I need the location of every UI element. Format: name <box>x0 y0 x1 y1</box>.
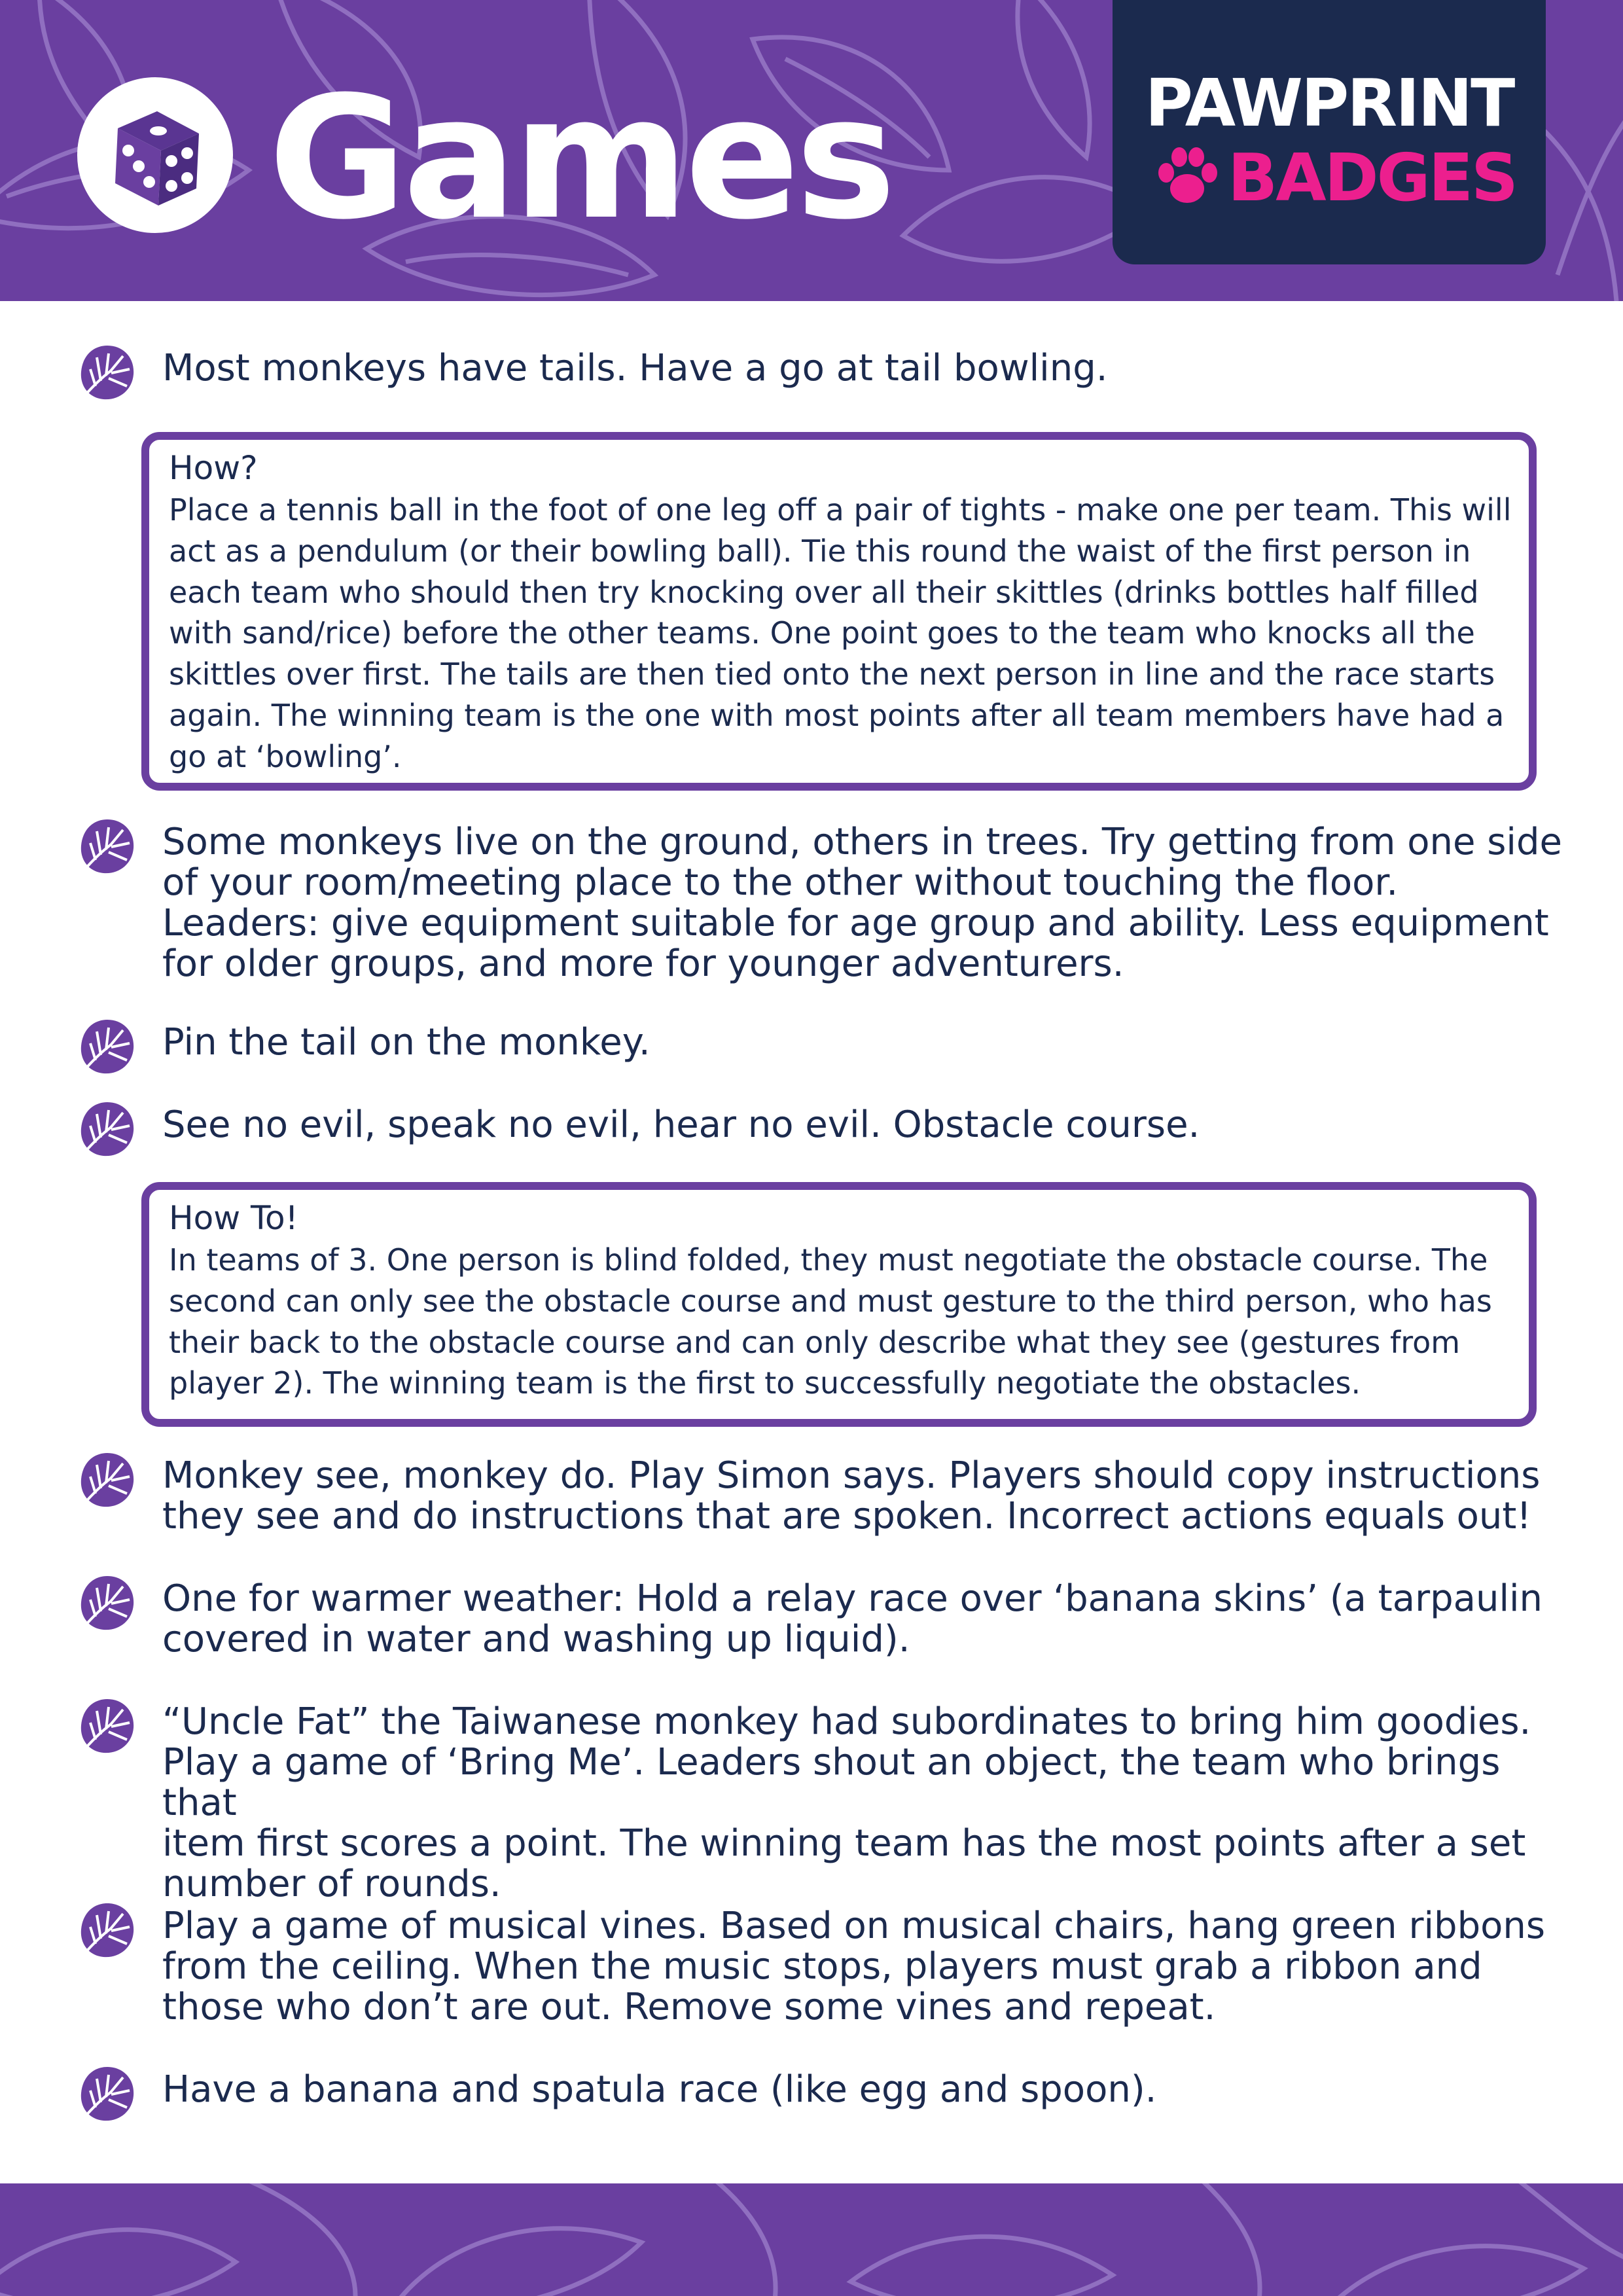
how-box-text: In teams of 3. One person is blind folded, they must negotiate the obstacle course. The second can only see the obstacle course and must gesture to the third person, who has their back to the obstacle course and can only describe what they see (gestures from player 2). The winning team is the first to successfully negotiate the obstacles. <box>169 1242 1492 1401</box>
item-text: Most monkeys have tails. Have a go at tail bowling. <box>162 347 1108 389</box>
pawprint-badges-logo <box>1113 0 1546 264</box>
monstera-leaf-icon <box>77 817 136 876</box>
header-banner <box>0 0 1623 301</box>
item-text: “Uncle Fat” the Taiwanese monkey had subordinates to bring him goodies. Play a game of ‘Bring Me’. Leaders shout an object, the team who brings that item first scores a point. The winning team has the most points after a set number of rounds. <box>162 1700 1531 1905</box>
footer-banner <box>0 2183 1623 2296</box>
how-box-label: How? <box>169 449 258 487</box>
item-text: Pin the tail on the monkey. <box>162 1021 651 1064</box>
item-text: See no evil, speak no evil, hear no evil. Obstacle course. <box>162 1103 1200 1146</box>
monstera-leaf-icon <box>77 2064 136 2123</box>
monstera-leaf-icon <box>77 1100 136 1158</box>
dice-icon <box>77 77 233 233</box>
how-box <box>141 432 1537 791</box>
monstera-leaf-icon <box>77 343 136 402</box>
item-text: Some monkeys live on the ground, others in trees. Try getting from one side of your room/meeting place to the other without touching the floor. Leaders: give equipment suitable for age group and ability. Less equipment for older groups, and more for younger adventurers. <box>162 821 1562 985</box>
item-text: Play a game of musical vines. Based on musical chairs, hang green ribbons from the ceiling. When the music stops, players must grab a ribbon and those who don’t are out. Remove some vines and repeat. <box>162 1905 1546 2028</box>
monstera-leaf-icon <box>77 1696 136 1755</box>
logo-text-bottom: BADGES <box>1228 139 1517 216</box>
how-to-box <box>141 1182 1537 1427</box>
monstera-leaf-icon <box>77 1901 136 1960</box>
paw-icon <box>1153 147 1221 209</box>
leaf-pattern-decoration <box>0 2183 1623 2296</box>
item-text: One for warmer weather: Hold a relay race over ‘banana skins’ (a tarpaulin covered in water and washing up liquid). <box>162 1577 1543 1660</box>
how-box-text: Place a tennis ball in the foot of one leg off a pair of tights - make one per team. This will act as a pendulum (or their bowling ball). Tie this round the waist of the first person in each team who should then try knocking over all their skittles (drinks bottles half filled with sand/rice) before the other teams. One point goes to the team who knocks all the skittles over first. The tails are then tied onto the next person in line and the race starts again. The winning team is the one with most points after all team members have had a go at ‘bowling’. <box>169 492 1512 774</box>
dice-icon-badge <box>77 77 233 233</box>
monstera-leaf-icon <box>77 1017 136 1076</box>
item-text: Monkey see, monkey do. Play Simon says. Players should copy instructions they see and do instructions that are spoken. Incorrect actions equals out! <box>162 1454 1541 1537</box>
item-text: Have a banana and spatula race (like egg and spoon). <box>162 2068 1157 2111</box>
page-title: Games <box>268 60 893 257</box>
monstera-leaf-icon <box>77 1573 136 1632</box>
logo-text-top: PAWPRINT <box>1145 65 1514 141</box>
monstera-leaf-icon <box>77 1450 136 1509</box>
how-box-label: How To! <box>169 1199 298 1237</box>
